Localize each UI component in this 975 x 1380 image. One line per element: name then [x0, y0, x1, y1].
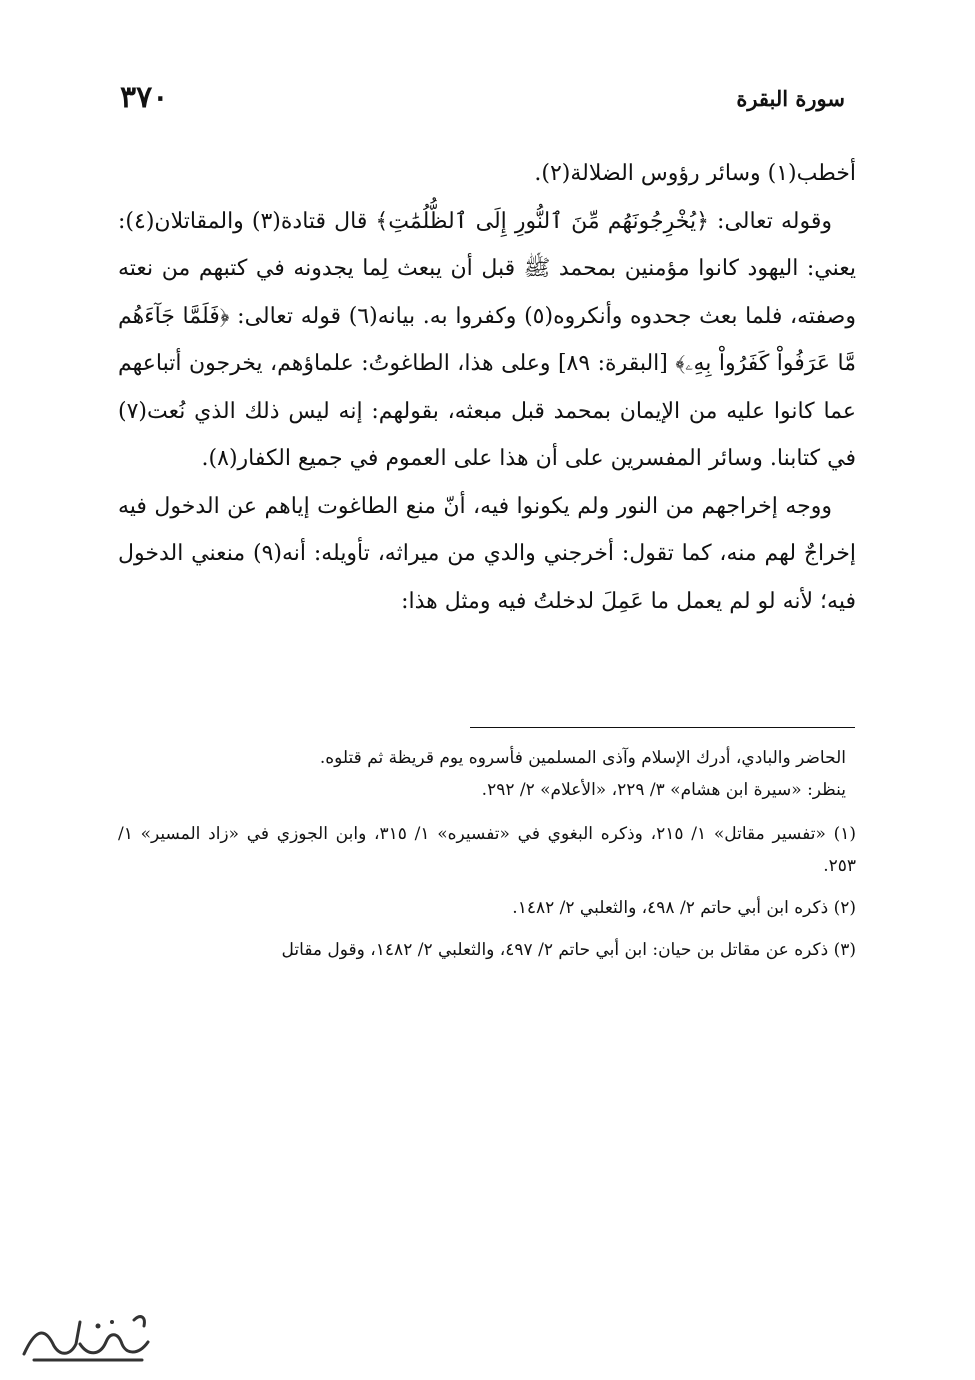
paragraph: ووجه إخراجهم من النور ولم يكونوا فيه، أنّ منع الطاغوت إياهم عن الدخول فيه إخراجٌ لهم منه، كما تقول: أخرجني والدي من ميراثه، تأويله: أنه(٩) منعني الدخول فيه؛ لأنه لو لم يعمل ما عَمِلَ لدخلتُ فيه ومثل هذا: — [118, 493, 857, 614]
calligraphy-logo-icon — [14, 1302, 164, 1366]
publisher-logo — [14, 1302, 164, 1366]
footnote-3: (٣) ذكره عن مقاتل بن حيان: ابن أبي حاتم ٢/ ٤٩٧، والثعلبي ٢/ ١٤٨٢، وقول مقاتل — [281, 940, 856, 960]
footnotes — [118, 742, 856, 976]
footnote-2: (٢) ذكره ابن أبي حاتم ٢/ ٤٩٨، والثعلبي ٢/ ١٤٨٢. — [512, 898, 856, 918]
page-header — [120, 78, 855, 122]
page-number: ٣٧٠ — [120, 80, 169, 115]
footnote-separator — [470, 727, 855, 728]
running-title: سورة البقرة — [736, 86, 845, 111]
footnote-line: ينظر: «سيرة ابن هشام» ٣/ ٢٢٩، «الأعلام» ٢/ ٢٩٢. — [481, 780, 846, 800]
paragraph: وقوله تعالى: ﴿يُخْرِجُونَهُم مِّنَ ٱلنُّورِ إِلَى ٱلظُّلُمَٰتِ﴾ قال قتادة(٣) والمقاتلان(٤): يعني: اليهود كانوا مؤمنين بمحمد ﷺ قبل أن يبعث لِما يجدونه في كتبهم من نعته وصفته، فلما بعث جحدوه وأنكروه(٥) وكفروا به. بيانه(٦) قوله تعالى: ﴿فَلَمَّا جَآءَهُم مَّا عَرَفُواْ كَفَرُواْ بِهِۦ﴾ [البقرة: ٨٩] وعلى هذا، الطاغوتُ: علماؤهم، يخرجون أتباعهم عما كانوا عليه من الإيمان بمحمد قبل مبعثه، بقولهم: إنه ليس ذلك الذي نُعت(٧) في كتابنا. وسائر المفسرين على أن هذا على العموم في جميع الكفار(٨). — [118, 208, 856, 471]
footnote-line: الحاضر والبادي، أدرك الإسلام وآذى المسلمين فأسروه يوم قريظة ثم قتلوه. — [319, 748, 846, 768]
paragraph: أخطب(١) وسائر رؤوس الضلالة(٢). — [534, 161, 856, 186]
footnote-continuation — [118, 742, 856, 806]
footnote-1: (١) «تفسير مقاتل» ١/ ٢١٥، وذكره البغوي في «تفسيره» ١/ ٣١٥، وابن الجوزي في «زاد المسير» ١/ ٢٥٣. — [118, 824, 856, 876]
main-text — [118, 150, 856, 625]
